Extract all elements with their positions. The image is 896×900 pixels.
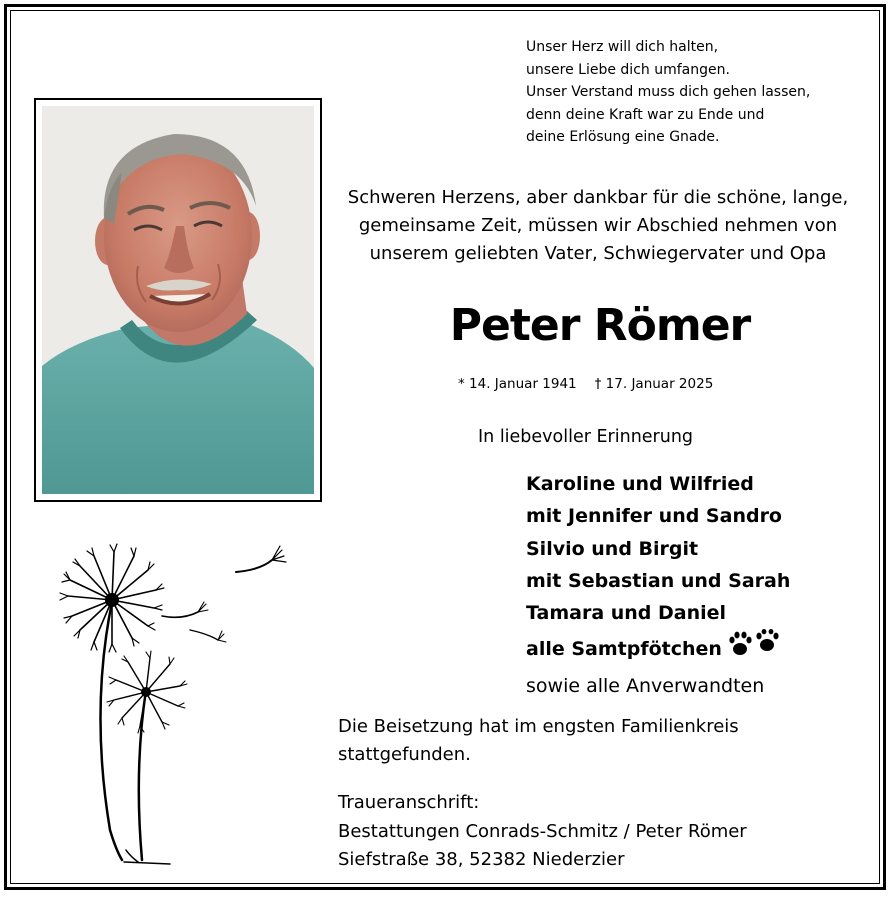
burial-line: stattgefunden.: [338, 744, 471, 765]
address-label: Traueranschrift:: [338, 792, 480, 813]
condolence-address: [338, 789, 747, 875]
poem-line: denn deine Kraft war zu Ende und: [526, 106, 765, 123]
poem-line: Unser Herz will dich halten,: [526, 39, 719, 55]
portrait-illustration: [42, 106, 314, 494]
birth-date: * 14. Januar 1941: [458, 376, 577, 392]
intro-line: unserem geliebten Vater, Schwiegervater und Opa: [369, 243, 827, 264]
death-date: † 17. Januar 2025: [594, 376, 714, 392]
intro-text: [330, 184, 866, 268]
poem-line: Unser Verstand muss dich gehen lassen,: [526, 84, 811, 100]
family-member: Karoline und Wilfried: [526, 473, 754, 495]
poem: [526, 36, 866, 149]
burial-line: Die Beisetzung hat im engsten Familienkreis: [338, 716, 739, 737]
portrait-frame: [34, 98, 322, 502]
portrait-photo: [42, 106, 314, 494]
address-line-2: Siefstraße 38, 52382 Niederzier: [338, 849, 625, 870]
family-member-pets: [526, 629, 790, 669]
family-member: mit Jennifer und Sandro: [526, 505, 782, 528]
memory-line: In liebevoller Erinnerung: [478, 427, 694, 447]
life-dates: [458, 376, 713, 392]
paw-print-icon: [728, 629, 780, 669]
family-member: Tamara und Daniel: [526, 602, 727, 625]
poem-line: unsere Liebe dich umfangen.: [526, 61, 730, 78]
relatives-line: sowie alle Anverwandten: [526, 674, 765, 697]
poem-line: deine Erlösung eine Gnade.: [526, 129, 720, 145]
pets-label: alle Samtpfötchen: [526, 638, 722, 661]
address-line-1: Bestattungen Conrads-Schmitz / Peter Römer: [338, 820, 747, 842]
deceased-name: Peter Römer: [449, 300, 751, 351]
family-member: mit Sebastian und Sarah: [526, 569, 791, 592]
intro-line: gemeinsame Zeit, müssen wir Abschied nehmen von: [358, 215, 838, 236]
burial-notice: [338, 713, 739, 769]
dandelion-illustration: [50, 530, 310, 874]
intro-line: Schweren Herzens, aber dankbar für die schöne, lange,: [347, 187, 849, 208]
family-list: [526, 468, 790, 702]
family-member: Silvio und Birgit: [526, 537, 699, 560]
